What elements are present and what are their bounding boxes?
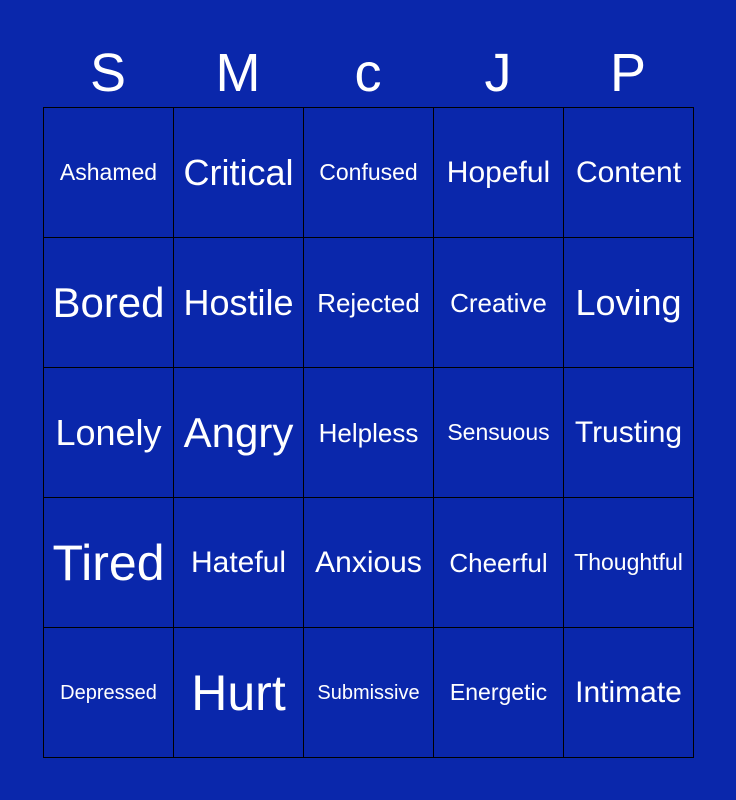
bingo-cell[interactable]: Bored <box>43 237 174 368</box>
bingo-cell[interactable]: Rejected <box>303 237 434 368</box>
bingo-cell[interactable]: Sensuous <box>433 367 564 498</box>
bingo-header <box>43 38 693 108</box>
bingo-cell[interactable]: Creative <box>433 237 564 368</box>
bingo-cell[interactable]: Helpless <box>303 367 434 498</box>
bingo-cell[interactable]: Ashamed <box>43 107 174 238</box>
bingo-cell[interactable]: Thoughtful <box>563 497 694 628</box>
bingo-cell[interactable]: Depressed <box>43 627 174 758</box>
header-letter: c <box>354 43 382 103</box>
bingo-cell[interactable]: Loving <box>563 237 694 368</box>
bingo-cell[interactable]: Hopeful <box>433 107 564 238</box>
bingo-cell[interactable]: Intimate <box>563 627 694 758</box>
bingo-cell[interactable]: Energetic <box>433 627 564 758</box>
header-letter: M <box>215 43 261 103</box>
bingo-cell[interactable]: Confused <box>303 107 434 238</box>
header-letter: S <box>89 43 127 103</box>
bingo-grid <box>43 107 693 757</box>
bingo-cell[interactable]: Lonely <box>43 367 174 498</box>
bingo-cell[interactable]: Hateful <box>173 497 304 628</box>
bingo-cell[interactable]: Tired <box>43 497 174 628</box>
bingo-cell[interactable]: Submissive <box>303 627 434 758</box>
bingo-cell[interactable]: Angry <box>173 367 304 498</box>
bingo-cell[interactable]: Trusting <box>563 367 694 498</box>
bingo-cell[interactable]: Anxious <box>303 497 434 628</box>
header-letter: P <box>609 43 647 103</box>
bingo-cell[interactable]: Content <box>563 107 694 238</box>
bingo-cell[interactable]: Hostile <box>173 237 304 368</box>
bingo-cell[interactable]: Cheerful <box>433 497 564 628</box>
header-letter: J <box>484 43 512 103</box>
bingo-cell[interactable]: Critical <box>173 107 304 238</box>
bingo-cell[interactable]: Hurt <box>173 627 304 758</box>
